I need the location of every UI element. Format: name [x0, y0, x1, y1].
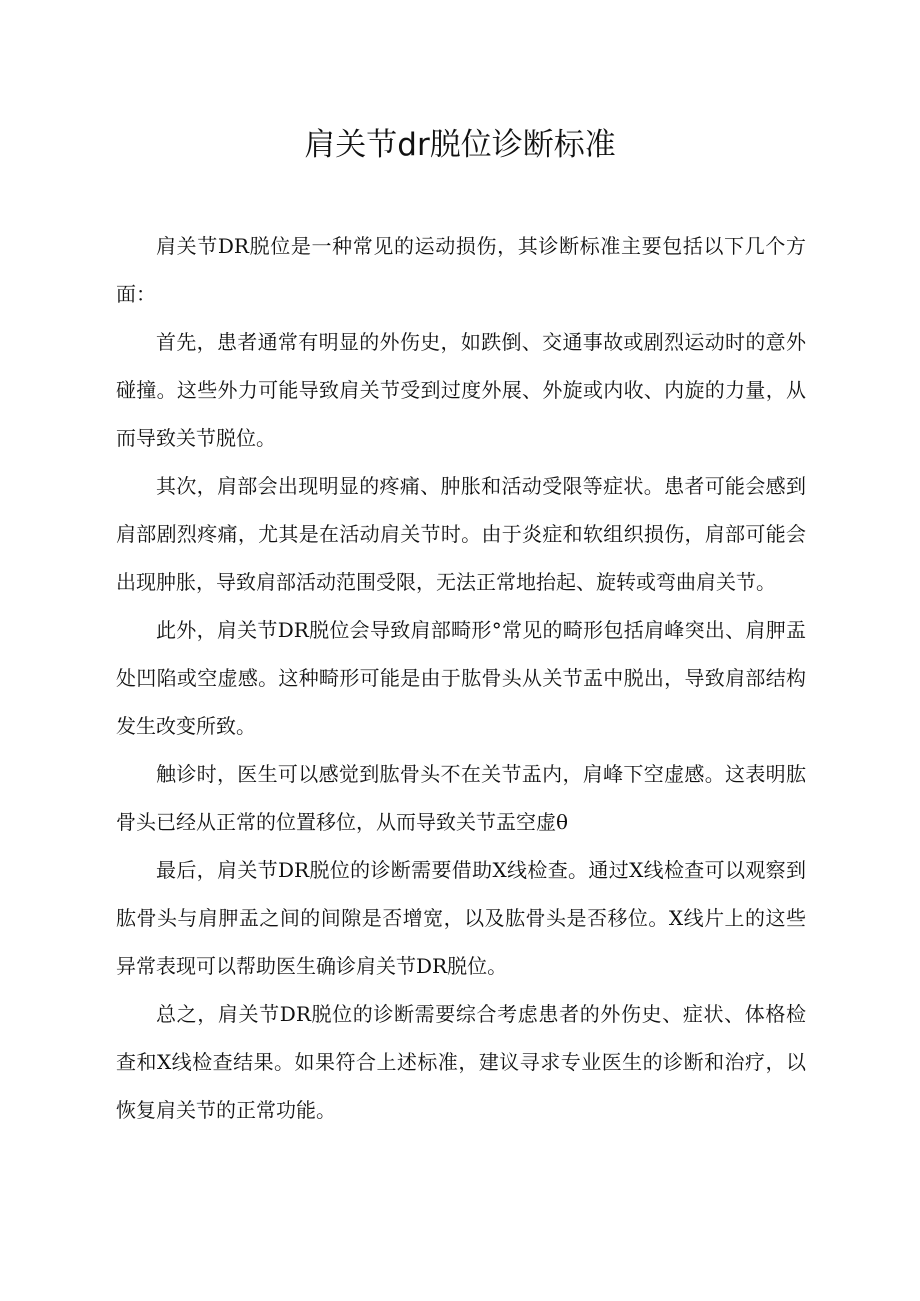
paragraph-trauma-history: 首先，患者通常有明显的外伤史，如跌倒、交通事故或剧烈运动时的意外碰撞。这些外力可能导致肩关节受到过度外展、外旋或内收、内旋的力量，从而导致关节脱位。 [116, 330, 806, 450]
paragraph-deformity: 此外，肩关节DR脱位会导致肩部畸形°常见的畸形包括肩峰突出、肩胛盂处凹陷或空虚感。这种畸形可能是由于肱骨头从关节盂中脱出，导致肩部结构发生改变所致。 [116, 618, 806, 738]
document-title: 肩关节dr脱位诊断标准 [304, 127, 616, 163]
document-body [116, 222, 806, 1134]
paragraph-conclusion: 总之，肩关节DR脱位的诊断需要综合考虑患者的外伤史、症状、体格检查和X线检查结果。如果符合上述标准，建议寻求专业医生的诊断和治疗，以恢复肩关节的正常功能。 [116, 1002, 806, 1122]
paragraph-symptoms: 其次，肩部会出现明显的疼痛、肿胀和活动受限等症状。患者可能会感到肩部剧烈疼痛，尤其是在活动肩关节时。由于炎症和软组织损伤，肩部可能会出现肿胀，导致肩部活动范围受限，无法正常地抬起、旋转或弯曲肩关节。 [116, 474, 806, 594]
paragraph-palpation: 触诊时，医生可以感觉到肱骨头不在关节盂内，肩峰下空虚感。这表明肱骨头已经从正常的位置移位，从而导致关节盂空虚θ [116, 762, 806, 834]
paragraph-intro: 肩关节DR脱位是一种常见的运动损伤，其诊断标准主要包括以下几个方面： [116, 234, 806, 306]
paragraph-xray: 最后，肩关节DR脱位的诊断需要借助X线检查。通过X线检查可以观察到肱骨头与肩胛盂之间的间隙是否增宽，以及肱骨头是否移位。X线片上的这些异常表现可以帮助医生确诊肩关节DR脱位。 [116, 858, 806, 978]
